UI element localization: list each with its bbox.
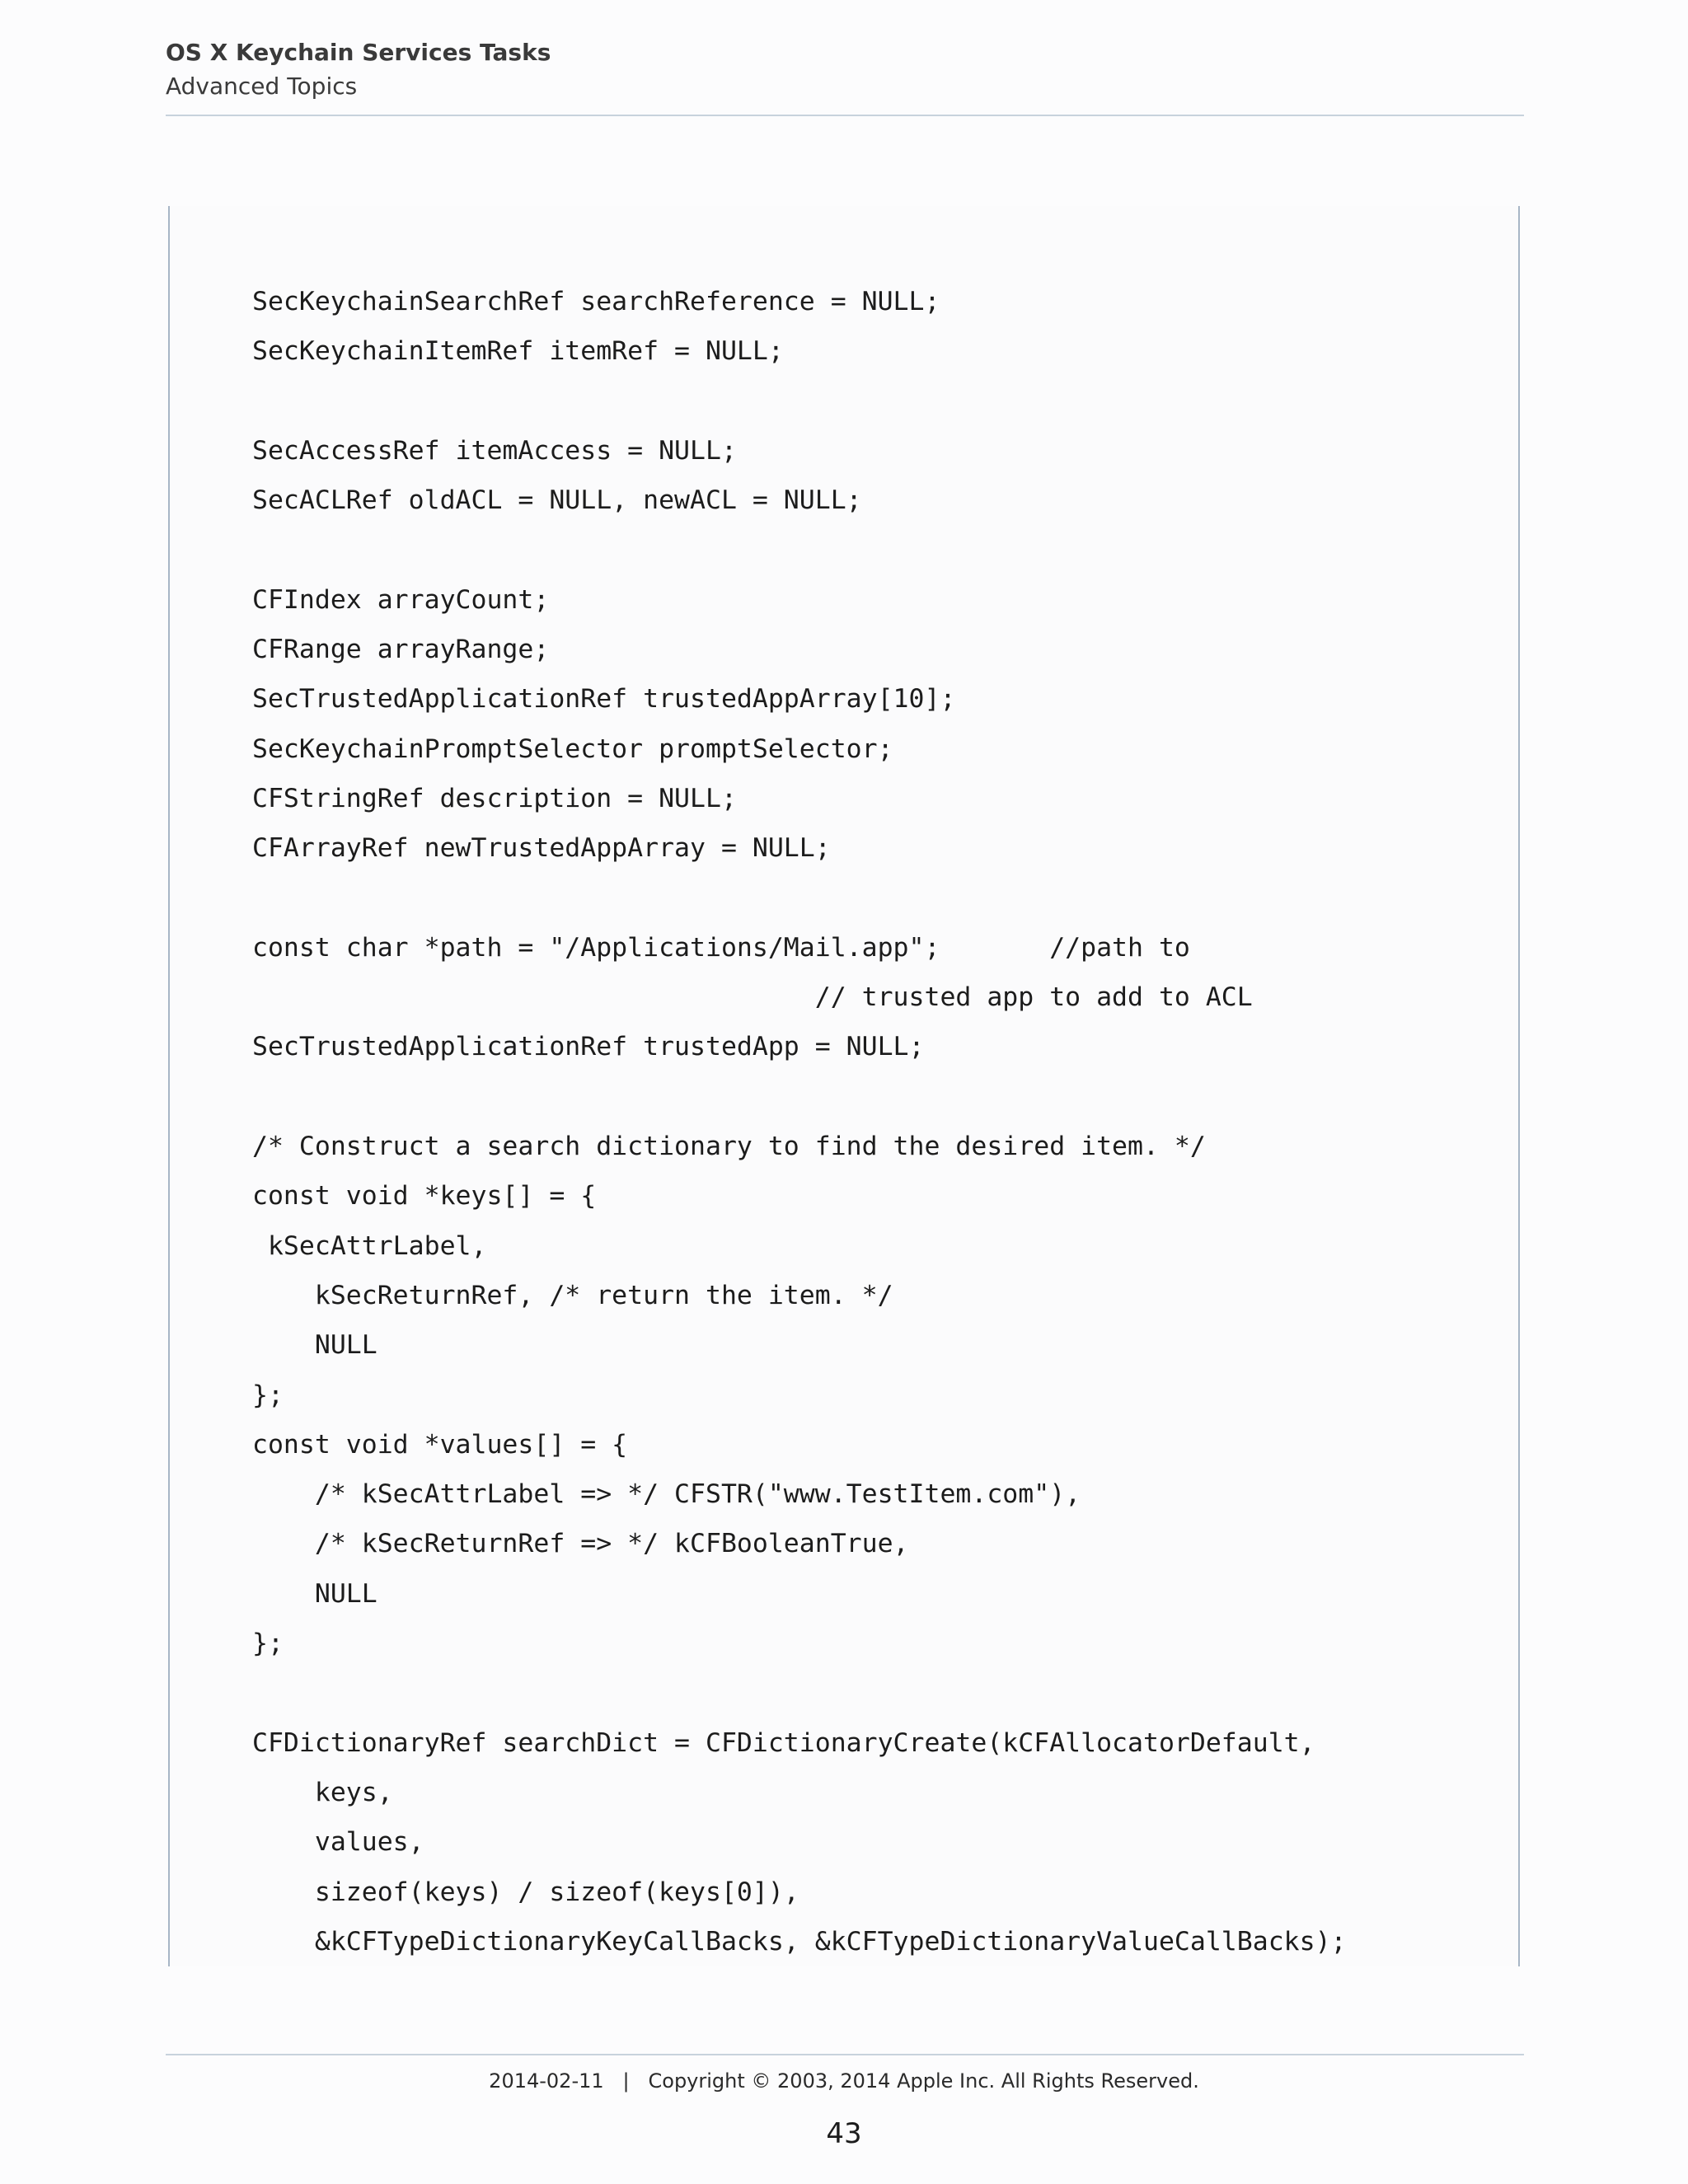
code-line: SecKeychainPromptSelector promptSelector; xyxy=(252,733,893,764)
code-line: CFDictionaryRef searchDict = CFDictionaryCreate(kCFAllocatorDefault, xyxy=(252,1727,1315,1758)
footer-copyright: 2014-02-11 | Copyright © 2003, 2014 Apple Inc. All Rights Reserved. xyxy=(489,2069,1199,2093)
document-title: OS X Keychain Services Tasks xyxy=(166,39,551,66)
section-title: Advanced Topics xyxy=(166,73,358,100)
code-line: CFArrayRef newTrustedAppArray = NULL; xyxy=(252,833,831,864)
code-line xyxy=(252,525,1347,574)
code-line: const void *values[] = { xyxy=(252,1429,628,1460)
header-divider xyxy=(166,115,1524,116)
footer-divider xyxy=(166,2054,1524,2055)
code-line: CFStringRef description = NULL; xyxy=(252,783,737,813)
page-header xyxy=(166,36,1524,104)
code-line: NULL xyxy=(252,1578,377,1609)
code-line xyxy=(252,874,1347,923)
code-line: sizeof(keys) / sizeof(keys[0]), xyxy=(252,1877,799,1907)
code-line: SecKeychainSearchRef searchReference = NULL; xyxy=(252,287,940,316)
code-line: SecAccessRef itemAccess = NULL; xyxy=(252,435,737,466)
code-line: /* Construct a search dictionary to find the desired item. */ xyxy=(252,1132,1206,1162)
code-line: CFIndex arrayCount; xyxy=(252,584,550,615)
code-line: /* kSecAttrLabel => */ CFSTR("www.TestItem.com"), xyxy=(252,1479,1081,1510)
code-line xyxy=(252,1072,1347,1122)
code-line: /* kSecReturnRef => */ kCFBooleanTrue, xyxy=(252,1529,909,1559)
code-line: }; xyxy=(252,1629,284,1659)
code-line: kSecReturnRef, /* return the item. */ xyxy=(252,1280,893,1310)
code-line: values, xyxy=(252,1827,424,1858)
code-line: SecTrustedApplicationRef trustedApp = NULL; xyxy=(252,1032,925,1062)
page-number: 43 xyxy=(826,2117,862,2150)
code-listing xyxy=(168,206,1520,1966)
code-line: CFRange arrayRange; xyxy=(252,635,550,665)
code-line xyxy=(252,377,1347,426)
code-line: &kCFTypeDictionaryKeyCallBacks, &kCFTypeDictionaryValueCallBacks); xyxy=(252,1926,1347,1957)
code-line: SecTrustedApplicationRef trustedAppArray[10]; xyxy=(252,684,956,715)
code-lines xyxy=(252,277,1347,1966)
code-line xyxy=(252,1668,1347,1718)
code-line: SecKeychainItemRef itemRef = NULL; xyxy=(252,336,784,367)
code-line: NULL xyxy=(252,1330,377,1361)
code-line: const char *path = "/Applications/Mail.app"; //path to xyxy=(252,932,1190,963)
code-line: SecACLRef oldACL = NULL, newACL = NULL; xyxy=(252,485,862,516)
code-line: }; xyxy=(252,1380,284,1410)
code-line: const void *keys[] = { xyxy=(252,1181,597,1212)
code-line: keys, xyxy=(252,1777,393,1807)
code-line: // trusted app to add to ACL xyxy=(252,982,1253,1013)
code-line: kSecAttrLabel, xyxy=(252,1230,487,1261)
